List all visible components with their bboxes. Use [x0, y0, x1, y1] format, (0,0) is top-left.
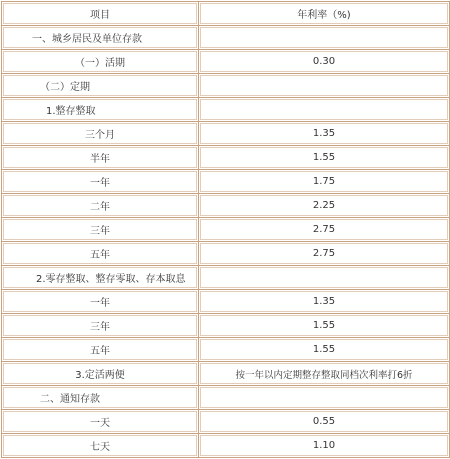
row-rate — [199, 98, 450, 122]
row-item: 一年 — [2, 290, 199, 314]
table-row — [2, 122, 450, 146]
row-item: （一）活期 — [2, 50, 199, 74]
row-item: 一天 — [2, 410, 199, 434]
interest-rate-table — [1, 1, 450, 458]
table-row — [2, 314, 450, 338]
table-row — [2, 386, 450, 410]
row-item: 三个月 — [2, 122, 199, 146]
table-row — [2, 434, 450, 458]
table-row — [2, 338, 450, 362]
row-rate: 1.35 — [199, 290, 450, 314]
table-row — [2, 170, 450, 194]
table-row — [2, 74, 450, 98]
row-rate: 2.75 — [199, 242, 450, 266]
row-rate: 1.55 — [199, 338, 450, 362]
table-row — [2, 242, 450, 266]
table-row — [2, 146, 450, 170]
header-item: 项目 — [2, 2, 199, 26]
row-item: 3.定活两便 — [2, 362, 199, 386]
row-rate: 1.55 — [199, 146, 450, 170]
row-rate: 2.25 — [199, 194, 450, 218]
table-row — [2, 50, 450, 74]
row-rate: 0.30 — [199, 50, 450, 74]
row-item: （二）定期 — [2, 74, 199, 98]
row-item: 三年 — [2, 314, 199, 338]
row-rate: 1.35 — [199, 122, 450, 146]
table-row — [2, 410, 450, 434]
row-rate: 2.75 — [199, 218, 450, 242]
row-item: 一年 — [2, 170, 199, 194]
row-rate — [199, 26, 450, 50]
table-row — [2, 362, 450, 386]
header-annual-rate: 年利率（%) — [199, 2, 450, 26]
table-row — [2, 98, 450, 122]
row-rate: 1.10 — [199, 434, 450, 458]
row-item: 1.整存整取 — [2, 98, 199, 122]
row-rate: 1.55 — [199, 314, 450, 338]
table-row — [2, 290, 450, 314]
row-rate — [199, 386, 450, 410]
row-item: 一、城乡居民及单位存款 — [2, 26, 199, 50]
row-rate — [199, 266, 450, 290]
table-row — [2, 26, 450, 50]
row-item: 2.零存整取、整存零取、存本取息 — [2, 266, 199, 290]
row-item: 二年 — [2, 194, 199, 218]
table-row — [2, 266, 450, 290]
row-item: 七天 — [2, 434, 199, 458]
row-item: 半年 — [2, 146, 199, 170]
table-row — [2, 194, 450, 218]
row-rate — [199, 74, 450, 98]
row-rate: 按一年以内定期整存整取同档次利率打6折 — [199, 362, 450, 386]
row-item: 五年 — [2, 338, 199, 362]
row-rate: 0.55 — [199, 410, 450, 434]
table-row — [2, 218, 450, 242]
row-item: 三年 — [2, 218, 199, 242]
row-item: 二、通知存款 — [2, 386, 199, 410]
row-item: 五年 — [2, 242, 199, 266]
header-row — [2, 2, 450, 26]
row-rate: 1.75 — [199, 170, 450, 194]
